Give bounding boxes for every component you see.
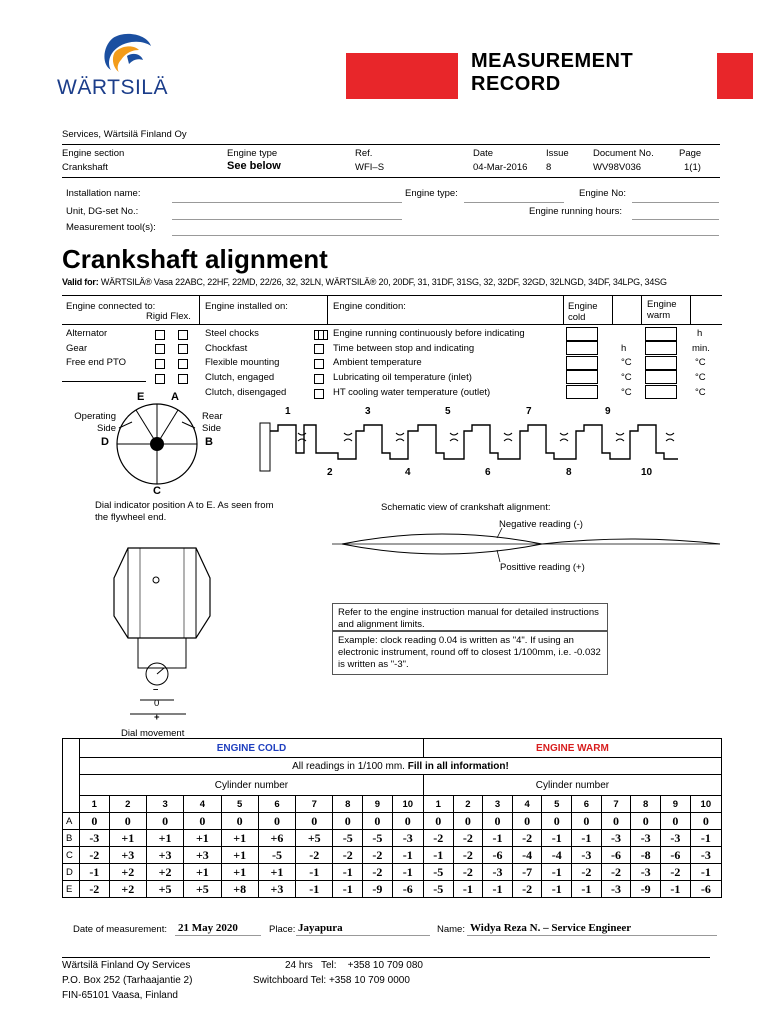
fill-note: Fill in all information!: [407, 760, 509, 772]
warm-D-10[interactable]: -1: [690, 864, 721, 881]
engine-cold-header: ENGINE COLD: [80, 739, 424, 758]
pto-extra-field[interactable]: [62, 381, 146, 382]
warm-label: Engine warm: [647, 299, 677, 321]
crank-num-1: 1: [285, 406, 291, 417]
condition-item-ht-water: HT cooling water temperature (outlet): [333, 387, 491, 398]
cold-cylinder-1: 1: [80, 796, 110, 813]
installed-label: Engine installed on:: [205, 301, 288, 312]
cold-E-4[interactable]: +5: [184, 881, 221, 898]
warm-running-box[interactable]: [645, 327, 677, 341]
page-label: Page: [679, 148, 702, 159]
flywheel-circle-icon: [64, 388, 244, 498]
cold-D-2[interactable]: +2: [109, 864, 146, 881]
crankshaft-throws-icon: [258, 405, 688, 480]
place-label: Place:: [269, 924, 296, 935]
date-of-measurement-field[interactable]: [175, 935, 261, 936]
cold-cylinder-10: 10: [392, 796, 423, 813]
cylinder-number-row: [63, 775, 722, 796]
cold-cylinder-2: 2: [109, 796, 146, 813]
warm-C-9[interactable]: -6: [661, 847, 691, 864]
cold-unit-h: h: [621, 343, 627, 354]
readings-header-row: [63, 739, 722, 758]
crank-num-7: 7: [526, 406, 532, 417]
cold-unit-ambient: °C: [621, 357, 632, 368]
warm-D-3[interactable]: -3: [483, 864, 513, 881]
warm-ambient-box[interactable]: [645, 356, 677, 370]
cold-A-3[interactable]: 0: [146, 813, 183, 830]
issue-label: Issue: [546, 148, 569, 159]
cold-C-9[interactable]: -2: [363, 847, 393, 864]
dial-pos-D: D: [101, 436, 109, 448]
footer-phone-24h: 24 hrs Tel: +358 10 709 080: [285, 960, 423, 971]
cold-B-1[interactable]: -3: [80, 830, 110, 847]
warm-B-5[interactable]: -1: [542, 830, 572, 847]
date-label: Date: [473, 148, 494, 159]
warm-C-7[interactable]: -6: [601, 847, 631, 864]
cond-col-divider-5: [641, 296, 642, 324]
warm-B-4[interactable]: -2: [512, 830, 542, 847]
warm-cylinder-4: 4: [512, 796, 542, 813]
cold-C-5[interactable]: +1: [221, 847, 258, 864]
cold-D-3[interactable]: +2: [146, 864, 183, 881]
cold-time-box[interactable]: [566, 341, 598, 355]
reading-row-A: [63, 813, 722, 830]
installed-item-chockfast: Chockfast: [205, 343, 248, 354]
cold-B-7[interactable]: +5: [296, 830, 333, 847]
condition-item-ambient: Ambient temperature: [333, 357, 422, 368]
warm-A-8[interactable]: 0: [631, 813, 661, 830]
readings-units-row: [63, 758, 722, 775]
dial-minus: –: [153, 684, 159, 695]
cylinder-index-row: [63, 796, 722, 813]
cold-D-5[interactable]: +1: [221, 864, 258, 881]
tools-label: Measurement tool(s):: [66, 222, 156, 233]
cold-D-8[interactable]: -1: [333, 864, 363, 881]
cold-ambient-box[interactable]: [566, 356, 598, 370]
cold-D-6[interactable]: +1: [258, 864, 295, 881]
row-label-A: A: [63, 813, 80, 830]
cond-col-divider-3: [563, 296, 564, 324]
warm-E-8[interactable]: -9: [631, 881, 661, 898]
cold-B-8[interactable]: -5: [333, 830, 363, 847]
installed-item-clutch-disengaged: Clutch, disengaged: [205, 387, 287, 398]
rigid-flex-label: Rigid Flex.: [146, 311, 191, 322]
meta-bottom-rule: [62, 177, 720, 178]
unit-label: Unit, DG-set No.:: [66, 206, 139, 217]
crankshaft-diagram: [258, 405, 688, 480]
warm-C-10[interactable]: -3: [690, 847, 721, 864]
installed-item-steel-chocks: Steel chocks: [205, 328, 259, 339]
meta-top-rule: [62, 144, 720, 145]
cold-unit-lube: °C: [621, 372, 632, 383]
cold-A-6[interactable]: 0: [258, 813, 295, 830]
cold-unit-ht: °C: [621, 387, 632, 398]
name-field[interactable]: [467, 935, 717, 936]
cold-cylinder-5: 5: [221, 796, 258, 813]
warm-D-8[interactable]: -3: [631, 864, 661, 881]
installation-name-field[interactable]: [172, 202, 402, 203]
running-hours-field[interactable]: [632, 219, 719, 220]
engine-type-field[interactable]: [464, 202, 564, 203]
date-of-measurement-label: Date of measurement:: [73, 924, 167, 935]
gear-flex-checkbox[interactable]: [178, 344, 188, 354]
warm-cylinder-7: 7: [601, 796, 631, 813]
cond-col-divider-4: [612, 296, 613, 324]
crank-num-10: 10: [641, 467, 653, 478]
cold-running-box[interactable]: [566, 327, 598, 341]
cond-col-divider-6: [690, 296, 691, 324]
connected-item-pto: Free end PTO: [66, 357, 127, 368]
tools-field[interactable]: [172, 235, 719, 236]
warm-time-box[interactable]: [645, 341, 677, 355]
warm-unit-ambient: °C: [695, 357, 706, 368]
ref-value: WFI–S: [355, 162, 385, 173]
warm-E-2[interactable]: -1: [453, 881, 483, 898]
connected-item-gear: Gear: [66, 343, 88, 354]
warm-unit-h: h: [697, 328, 703, 339]
warm-B-1[interactable]: -2: [423, 830, 453, 847]
cold-E-2[interactable]: +2: [109, 881, 146, 898]
cold-A-1[interactable]: 0: [80, 813, 110, 830]
cold-A-2[interactable]: 0: [109, 813, 146, 830]
warm-lube-box[interactable]: [645, 370, 677, 384]
cold-cylinder-8: 8: [333, 796, 363, 813]
cold-lube-box[interactable]: [566, 370, 598, 384]
cold-B-10[interactable]: -3: [392, 830, 423, 847]
crank-bearing-icon: [100, 538, 230, 728]
conditions-header-rule: [62, 324, 722, 325]
cold-C-10[interactable]: -1: [392, 847, 423, 864]
engine-type-field-label: Engine type:: [405, 188, 458, 199]
cold-D-4[interactable]: +1: [184, 864, 221, 881]
extra-rigid-checkbox[interactable]: [155, 374, 165, 384]
warm-B-8[interactable]: -3: [631, 830, 661, 847]
chockfast-checkbox[interactable]: [314, 344, 324, 354]
flexible-checkbox[interactable]: [314, 359, 324, 369]
warm-E-9[interactable]: -1: [661, 881, 691, 898]
warm-E-6[interactable]: -1: [572, 881, 602, 898]
connected-label: Engine connected to:: [66, 301, 156, 312]
warm-unit-ht: °C: [695, 387, 706, 398]
cold-A-4[interactable]: 0: [184, 813, 221, 830]
cold-A-7[interactable]: 0: [296, 813, 333, 830]
reading-row-C: [63, 847, 722, 864]
cold-A-10[interactable]: 0: [392, 813, 423, 830]
footer-city: FIN-65101 Vaasa, Finland: [62, 990, 178, 1001]
warm-cylinder-3: 3: [483, 796, 513, 813]
cold-E-8[interactable]: -1: [333, 881, 363, 898]
warm-C-2[interactable]: -2: [453, 847, 483, 864]
cold-D-9[interactable]: -2: [363, 864, 393, 881]
footer-rule: [62, 957, 710, 958]
note-instruction-manual: Refer to the engine instruction manual for detailed instructions and alignment limits.: [332, 603, 608, 631]
cold-cylinder-9: 9: [363, 796, 393, 813]
schematic-title: Schematic view of crankshaft alignment:: [381, 502, 551, 513]
row-label-C: C: [63, 847, 80, 864]
reading-row-D: [63, 864, 722, 881]
operating-side-label: Operating Side: [74, 411, 116, 434]
reading-row-E: [63, 881, 722, 898]
condition-item-time: Time between stop and indicating: [333, 343, 475, 354]
cold-ht-box[interactable]: [566, 385, 598, 399]
cold-cylinder-3: 3: [146, 796, 183, 813]
warm-E-4[interactable]: -2: [512, 881, 542, 898]
warm-cylinder-10: 10: [690, 796, 721, 813]
condition-item-lube-oil: Lubricating oil temperature (inlet): [333, 372, 472, 383]
valid-for-text: WÄRTSILÄ® Vasa 22ABC, 22HF, 22MD, 22/26, 32, 32LN, WÄRTSILÄ® 20, 20DF, 31, 31DF, 31SG, 32, 32DF, 32GD, 32LNGD, 34DF, 34LPG, 34SG: [100, 277, 667, 287]
negative-reading-label: Negative reading (-): [499, 519, 583, 530]
warm-A-3[interactable]: 0: [483, 813, 513, 830]
warm-D-6[interactable]: -2: [572, 864, 602, 881]
red-block-left: [346, 53, 458, 99]
warm-cylinder-2: 2: [453, 796, 483, 813]
cold-cylinder-6: 6: [258, 796, 295, 813]
cold-D-1[interactable]: -1: [80, 864, 110, 881]
warm-D-9[interactable]: -2: [661, 864, 691, 881]
units-note: All readings in 1/100 mm.: [292, 760, 408, 772]
cold-D-7[interactable]: -1: [296, 864, 333, 881]
cold-B-2[interactable]: +1: [109, 830, 146, 847]
cold-E-7[interactable]: -1: [296, 881, 333, 898]
cold-E-10[interactable]: -6: [392, 881, 423, 898]
cold-C-3[interactable]: +3: [146, 847, 183, 864]
warm-E-1[interactable]: -5: [423, 881, 453, 898]
row-label-E: E: [63, 881, 80, 898]
crank-num-5: 5: [445, 406, 451, 417]
warm-B-2[interactable]: -2: [453, 830, 483, 847]
place-value: Jayapura: [298, 922, 343, 934]
date-value: 04-Mar-2016: [473, 162, 528, 173]
warm-A-10[interactable]: 0: [690, 813, 721, 830]
cold-cylinder-number: Cylinder number: [80, 775, 424, 796]
dial-pos-A: A: [171, 391, 179, 403]
warm-A-2[interactable]: 0: [453, 813, 483, 830]
warm-A-1[interactable]: 0: [423, 813, 453, 830]
name-label: Name:: [437, 924, 465, 935]
cold-cylinder-7: 7: [296, 796, 333, 813]
warm-B-7[interactable]: -3: [601, 830, 631, 847]
dial-pos-E: E: [137, 391, 145, 403]
warm-C-3[interactable]: -6: [483, 847, 513, 864]
warm-D-4[interactable]: -7: [512, 864, 542, 881]
conditions-top-rule: [62, 295, 722, 296]
note-example: Example: clock reading 0.04 is written as "4". If using an electronic instrument, round off to closest 1/100mm, i.e. -0.032 is written as "-3".: [332, 631, 608, 675]
gear-rigid-checkbox[interactable]: [155, 344, 165, 354]
warm-B-6[interactable]: -1: [572, 830, 602, 847]
warm-E-5[interactable]: -1: [542, 881, 572, 898]
place-field[interactable]: [296, 935, 430, 936]
engine-type-label: Engine type: [227, 148, 278, 159]
dial-caption: Dial indicator position A to E. As seen from the flywheel end.: [95, 500, 274, 523]
cold-E-3[interactable]: +5: [146, 881, 183, 898]
cold-A-8[interactable]: 0: [333, 813, 363, 830]
cold-cylinder-4: 4: [184, 796, 221, 813]
cold-C-1[interactable]: -2: [80, 847, 110, 864]
warm-A-4[interactable]: 0: [512, 813, 542, 830]
running-hours-label: Engine running hours:: [529, 206, 622, 217]
warm-cylinder-9: 9: [661, 796, 691, 813]
alternator-flex-checkbox[interactable]: [178, 330, 188, 340]
cold-E-5[interactable]: +8: [221, 881, 258, 898]
engine-warm-header: ENGINE WARM: [423, 739, 721, 758]
crank-num-2: 2: [327, 467, 333, 478]
cond-col-divider-1: [199, 296, 200, 324]
corner-cell: [63, 739, 80, 813]
date-of-measurement-value: 21 May 2020: [178, 922, 238, 934]
company-line: Services, Wärtsilä Finland Oy: [62, 129, 187, 140]
valid-for: [62, 277, 667, 287]
footer-company: Wärtsilä Finland Oy Services: [62, 960, 191, 971]
cold-C-7[interactable]: -2: [296, 847, 333, 864]
dial-movement-label: Dial movement: [121, 728, 185, 739]
warm-C-6[interactable]: -3: [572, 847, 602, 864]
reading-row-B: [63, 830, 722, 847]
engine-section-label: Engine section: [62, 148, 125, 159]
clutch-disengaged-checkbox[interactable]: [314, 389, 324, 399]
alternator-rigid-checkbox[interactable]: [155, 330, 165, 340]
cold-E-1[interactable]: -2: [80, 881, 110, 898]
warm-E-10[interactable]: -6: [690, 881, 721, 898]
warm-D-1[interactable]: -5: [423, 864, 453, 881]
crank-num-8: 8: [566, 467, 572, 478]
page-value: 1(1): [684, 162, 701, 173]
warm-C-5[interactable]: -4: [542, 847, 572, 864]
footer-pobox: P.O. Box 252 (Tarhaajantie 2): [62, 975, 193, 986]
warm-A-9[interactable]: 0: [661, 813, 691, 830]
warm-cylinder-number: Cylinder number: [423, 775, 721, 796]
row-label-B: B: [63, 830, 80, 847]
warm-D-2[interactable]: -2: [453, 864, 483, 881]
warm-D-5[interactable]: -1: [542, 864, 572, 881]
warm-cylinder-6: 6: [572, 796, 602, 813]
dial-zero: 0: [154, 698, 160, 709]
dial-pos-C: C: [153, 485, 161, 497]
bearing-drawing: [100, 538, 230, 728]
cold-D-10[interactable]: -1: [392, 864, 423, 881]
extra-flex-checkbox[interactable]: [178, 374, 188, 384]
warm-ht-box[interactable]: [645, 385, 677, 399]
cond-col-divider-2: [327, 296, 328, 324]
warm-B-3[interactable]: -1: [483, 830, 513, 847]
readings-table: [62, 738, 722, 898]
warm-B-10[interactable]: -1: [690, 830, 721, 847]
issue-value: 8: [546, 162, 552, 173]
cold-B-5[interactable]: +1: [221, 830, 258, 847]
warm-A-5[interactable]: 0: [542, 813, 572, 830]
connected-item-alternator: Alternator: [66, 328, 108, 339]
engine-section-value: Crankshaft: [62, 162, 108, 173]
unit-field[interactable]: [172, 219, 402, 220]
logo-text: WÄRTSILÄ: [57, 76, 168, 99]
warm-A-6[interactable]: 0: [572, 813, 602, 830]
pto-rigid-checkbox[interactable]: [155, 359, 165, 369]
rear-side-label: Rear Side: [202, 411, 223, 434]
crank-num-6: 6: [485, 467, 491, 478]
docno-label: Document No.: [593, 148, 654, 159]
cold-B-9[interactable]: -5: [363, 830, 393, 847]
cold-A-9[interactable]: 0: [363, 813, 393, 830]
warm-unit-lube: °C: [695, 372, 706, 383]
engine-type-value: See below: [227, 160, 281, 172]
title-line2: RECORD: [471, 73, 561, 95]
valid-for-label: Valid for:: [62, 277, 99, 287]
crank-num-9: 9: [605, 406, 611, 417]
name-value: Widya Reza N. – Service Engineer: [470, 922, 632, 934]
running-continuously-checkbox[interactable]: [318, 330, 328, 340]
footer-switchboard: Switchboard Tel: +358 10 709 0000: [253, 975, 410, 986]
cold-C-6[interactable]: -5: [258, 847, 295, 864]
warm-B-9[interactable]: -3: [661, 830, 691, 847]
warm-E-7[interactable]: -3: [601, 881, 631, 898]
wartsila-logo: [55, 30, 185, 102]
crank-num-4: 4: [405, 467, 411, 478]
cold-B-6[interactable]: +6: [258, 830, 295, 847]
warm-C-8[interactable]: -8: [631, 847, 661, 864]
cold-C-8[interactable]: -2: [333, 847, 363, 864]
main-title: Crankshaft alignment: [62, 244, 328, 274]
cold-label: Engine cold: [568, 301, 598, 323]
cold-E-6[interactable]: +3: [258, 881, 295, 898]
warm-unit-min: min.: [692, 343, 710, 354]
warm-C-4[interactable]: -4: [512, 847, 542, 864]
warm-D-7[interactable]: -2: [601, 864, 631, 881]
cold-E-9[interactable]: -9: [363, 881, 393, 898]
warm-C-1[interactable]: -1: [423, 847, 453, 864]
warm-cylinder-5: 5: [542, 796, 572, 813]
cold-A-5[interactable]: 0: [221, 813, 258, 830]
installed-item-clutch-engaged: Clutch, engaged: [205, 372, 275, 383]
condition-item-running: Engine running continuously before indicating: [333, 328, 525, 339]
docno-value: WV98V036: [593, 162, 642, 173]
dial-pos-B: B: [205, 436, 213, 448]
pto-flex-checkbox[interactable]: [178, 359, 188, 369]
condition-label: Engine condition:: [333, 301, 406, 312]
cold-B-3[interactable]: +1: [146, 830, 183, 847]
cold-C-4[interactable]: +3: [184, 847, 221, 864]
crank-num-3: 3: [365, 406, 371, 417]
warm-cylinder-8: 8: [631, 796, 661, 813]
cold-C-2[interactable]: +3: [109, 847, 146, 864]
red-block-right: [717, 53, 753, 99]
title-line1: MEASUREMENT: [471, 50, 634, 72]
installation-name-label: Installation name:: [66, 188, 141, 199]
engine-no-label: Engine No:: [579, 188, 627, 199]
ref-label: Ref.: [355, 148, 373, 159]
units-note-cell: [80, 758, 722, 775]
warm-A-7[interactable]: 0: [601, 813, 631, 830]
row-label-D: D: [63, 864, 80, 881]
warm-cylinder-1: 1: [423, 796, 453, 813]
dial-plus: +: [154, 712, 160, 723]
installed-item-flexible: Flexible mounting: [205, 357, 280, 368]
engine-no-field[interactable]: [632, 202, 719, 203]
clutch-engaged-checkbox[interactable]: [314, 374, 324, 384]
positive-reading-label: Posittive reading (+): [500, 562, 585, 573]
warm-E-3[interactable]: -1: [483, 881, 513, 898]
cold-B-4[interactable]: +1: [184, 830, 221, 847]
